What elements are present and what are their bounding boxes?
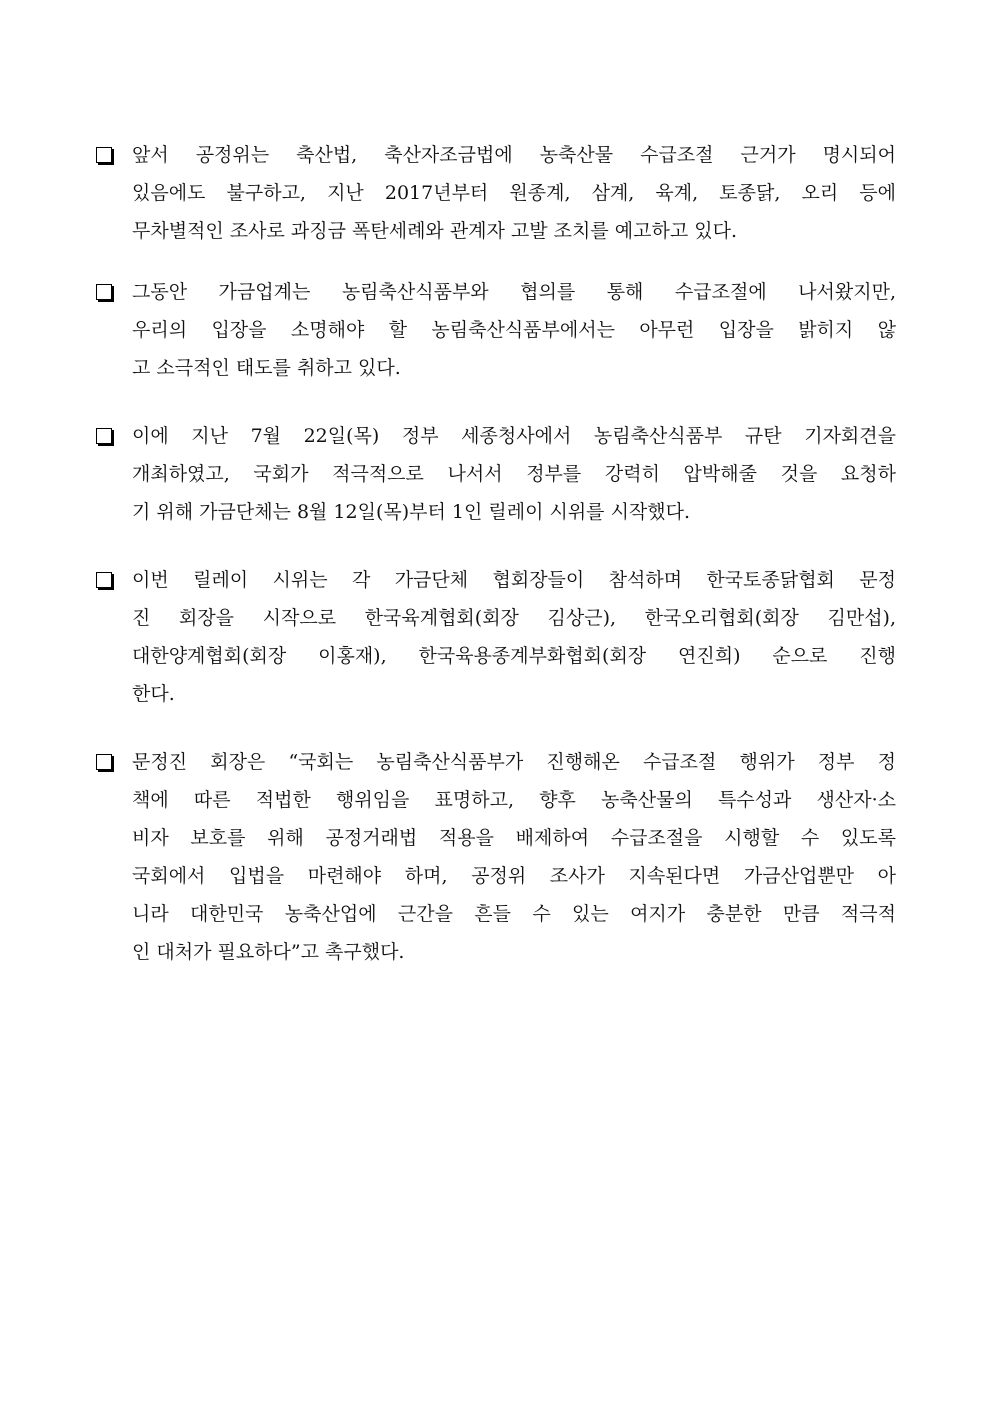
paragraph-line: 개최하였고, 국회가 적극적으로 나서서 정부를 강력히 압박해줄 것을 요청하 (132, 463, 896, 485)
paragraph-line: 이에 지난 7월 22일(목) 정부 세종청사에서 농림축산식품부 규탄 기자회견을 (132, 425, 896, 447)
checkbox-bullet-icon (96, 284, 112, 300)
paragraph-line: 니라 대한민국 농축산업에 근간을 흔들 수 있는 여지가 충분한 만큼 적극적 (132, 903, 896, 925)
paragraph-line: 인 대처가 필요하다”고 촉구했다. (132, 941, 405, 963)
paragraph-line: 이번 릴레이 시위는 각 가금단체 협회장들이 참석하며 한국토종닭협회 문정 (132, 569, 896, 591)
paragraph-line: 책에 따른 적법한 행위임을 표명하고, 향후 농축산물의 특수성과 생산자·소 (132, 789, 896, 811)
paragraph-line: 한다. (132, 683, 175, 705)
paragraph-line: 있음에도 불구하고, 지난 2017년부터 원종계, 삼계, 육계, 토종닭, 오리 등에 (132, 182, 896, 204)
paragraph-line: 문정진 회장은 “국회는 농림축산식품부가 진행해온 수급조절 행위가 정부 정 (132, 751, 896, 773)
paragraph-line: 대한양계협회(회장 이홍재), 한국육용종계부화협회(회장 연진희) 순으로 진행 (132, 645, 896, 667)
paragraph-line: 우리의 입장을 소명해야 할 농림축산식품부에서는 아무런 입장을 밝히지 않 (132, 319, 896, 341)
paragraph-line: 국회에서 입법을 마련해야 하며, 공정위 조사가 지속된다면 가금산업뿐만 아 (132, 865, 896, 887)
paragraph-line: 비자 보호를 위해 공정거래법 적용을 배제하여 수급조절을 시행할 수 있도록 (132, 827, 896, 849)
paragraph-line: 고 소극적인 태도를 취하고 있다. (132, 357, 401, 379)
paragraph-line: 무차별적인 조사로 과징금 폭탄세례와 관계자 고발 조치를 예고하고 있다. (132, 220, 737, 242)
checkbox-bullet-icon (96, 754, 112, 770)
paragraph-line: 그동안 가금업계는 농림축산식품부와 협의를 통해 수급조절에 나서왔지만, (132, 281, 896, 303)
paragraph-line: 진 회장을 시작으로 한국육계협회(회장 김상근), 한국오리협회(회장 김만섭), (132, 607, 896, 629)
checkbox-bullet-icon (96, 428, 112, 444)
paragraph-line: 앞서 공정위는 축산법, 축산자조금법에 농축산물 수급조절 근거가 명시되어 (132, 144, 896, 166)
checkbox-bullet-icon (96, 572, 112, 588)
paragraph-line: 기 위해 가금단체는 8월 12일(목)부터 1인 릴레이 시위를 시작했다. (132, 501, 691, 523)
checkbox-bullet-icon (96, 147, 112, 163)
